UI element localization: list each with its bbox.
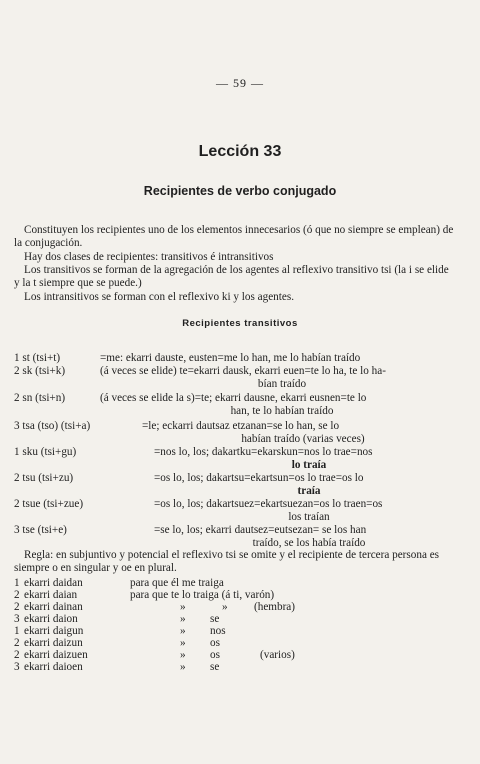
verb-form: ekarri daigun xyxy=(24,625,84,637)
verb-form: ekarri daian xyxy=(24,589,78,601)
ditto-mark: » xyxy=(180,661,186,673)
intro-paragraph-2: Hay dos clases de recipientes: transitivos é intransitivos xyxy=(24,251,274,263)
row-number: 3 xyxy=(14,613,20,625)
ditto-mark: » xyxy=(222,601,228,613)
ditto-mark: » xyxy=(180,613,186,625)
row-text: (á veces se elide la s)=te; ekarri dausne, ekarri eusnen=te lo xyxy=(100,392,367,404)
row-continuation: han, te lo habían traído xyxy=(230,405,334,418)
intro-paragraph-4: Los intransitivos se forman con el reflexivo ki y los agentes. xyxy=(24,291,294,303)
row-label: 2 tsu (tsi+zu) xyxy=(14,472,74,484)
pronoun: se xyxy=(210,613,220,625)
section-title: Recipientes transitivos xyxy=(182,318,298,329)
row-text: =se lo, los; ekarri dautsez=eutsezan= se los han xyxy=(154,524,367,536)
row-continuation: traía xyxy=(297,485,321,498)
lesson-subtitle: Recipientes de verbo conjugado xyxy=(143,184,337,198)
pronoun: se xyxy=(210,661,220,673)
row-label: 2 tsue (tsi+zue) xyxy=(14,498,84,510)
verb-form: ekarri daizuen xyxy=(24,649,88,661)
row-text: =me: ekarri dauste, eusten=me lo han, me lo habían traído xyxy=(100,352,361,364)
row-number: 1 xyxy=(14,577,20,589)
verb-form: ekarri dainan xyxy=(24,601,83,613)
row-continuation: habían traído (varias veces) xyxy=(241,433,365,446)
pronoun: nos xyxy=(210,625,226,637)
row-label: 2 sn (tsi+n) xyxy=(14,392,66,404)
translation: para que él me traiga xyxy=(130,577,224,589)
ditto-mark: » xyxy=(180,601,186,613)
row-text: =os lo, los; dakartsu=ekartsun=os lo trae=os lo xyxy=(154,472,364,484)
row-continuation: los traían xyxy=(288,511,330,524)
ditto-mark: » xyxy=(180,649,186,661)
row-label: 2 sk (tsi+k) xyxy=(14,365,66,377)
verb-form: ekarri daioen xyxy=(24,661,83,673)
row-continuation: lo traía xyxy=(291,459,327,472)
rule-paragraph: Regla: en subjuntivo y potencial el reflexivo tsi se omite y el recipiente de tercera persona es siempre o en singular y oe en plural. xyxy=(14,549,440,575)
row-text: =le; eckarri dautsaz etzanan=se lo han, se lo xyxy=(142,420,340,432)
row-number: 2 xyxy=(14,649,20,661)
row-number: 2 xyxy=(14,601,20,613)
pronoun: os xyxy=(210,649,220,661)
row-text: =os lo, los; dakartsuez=ekartsuezan=os lo traen=os xyxy=(154,498,383,510)
row-label: 3 tse (tsi+e) xyxy=(14,524,67,536)
note: (hembra) xyxy=(254,601,295,613)
intro-paragraph-1: Constituyen los recipientes uno de los elementos innecesarios (ó que no siempre se emplean) de la conjugación. xyxy=(14,224,454,250)
row-text: =nos lo, los; dakartku=ekarskun=nos lo trae=nos xyxy=(154,446,373,458)
row-continuation: bían traído xyxy=(257,378,307,391)
row-number: 3 xyxy=(14,661,20,673)
row-label: 1 sku (tsi+gu) xyxy=(14,446,77,458)
row-number: 2 xyxy=(14,589,20,601)
ditto-mark: » xyxy=(180,637,186,649)
ditto-mark: » xyxy=(180,625,186,637)
note: (varios) xyxy=(260,649,295,661)
translation: para que te lo traiga (á ti, varón) xyxy=(130,589,275,601)
intro-paragraph-3: Los transitivos se forman de la agregación de los agentes al reflexivo transitivo tsi (la i se elide y la t siempre que se puede.) xyxy=(14,264,449,290)
row-continuation: traído, se los había traído xyxy=(252,537,366,550)
verb-form: ekarri daizun xyxy=(24,637,83,649)
verb-form: ekarri daion xyxy=(24,613,78,625)
pronoun: os xyxy=(210,637,220,649)
verb-form: ekarri daidan xyxy=(24,577,83,589)
page-number: — 59 — xyxy=(216,76,264,90)
row-label: 3 tsa (tso) (tsi+a) xyxy=(14,420,91,432)
row-number: 2 xyxy=(14,637,20,649)
row-text: (á veces se elide) te=ekarri dausk, ekarri euen=te lo ha, te lo ha- xyxy=(100,365,386,377)
lesson-title: Lección 33 xyxy=(198,143,282,160)
row-label: 1 st (tsi+t) xyxy=(14,352,61,364)
row-number: 1 xyxy=(14,625,20,637)
